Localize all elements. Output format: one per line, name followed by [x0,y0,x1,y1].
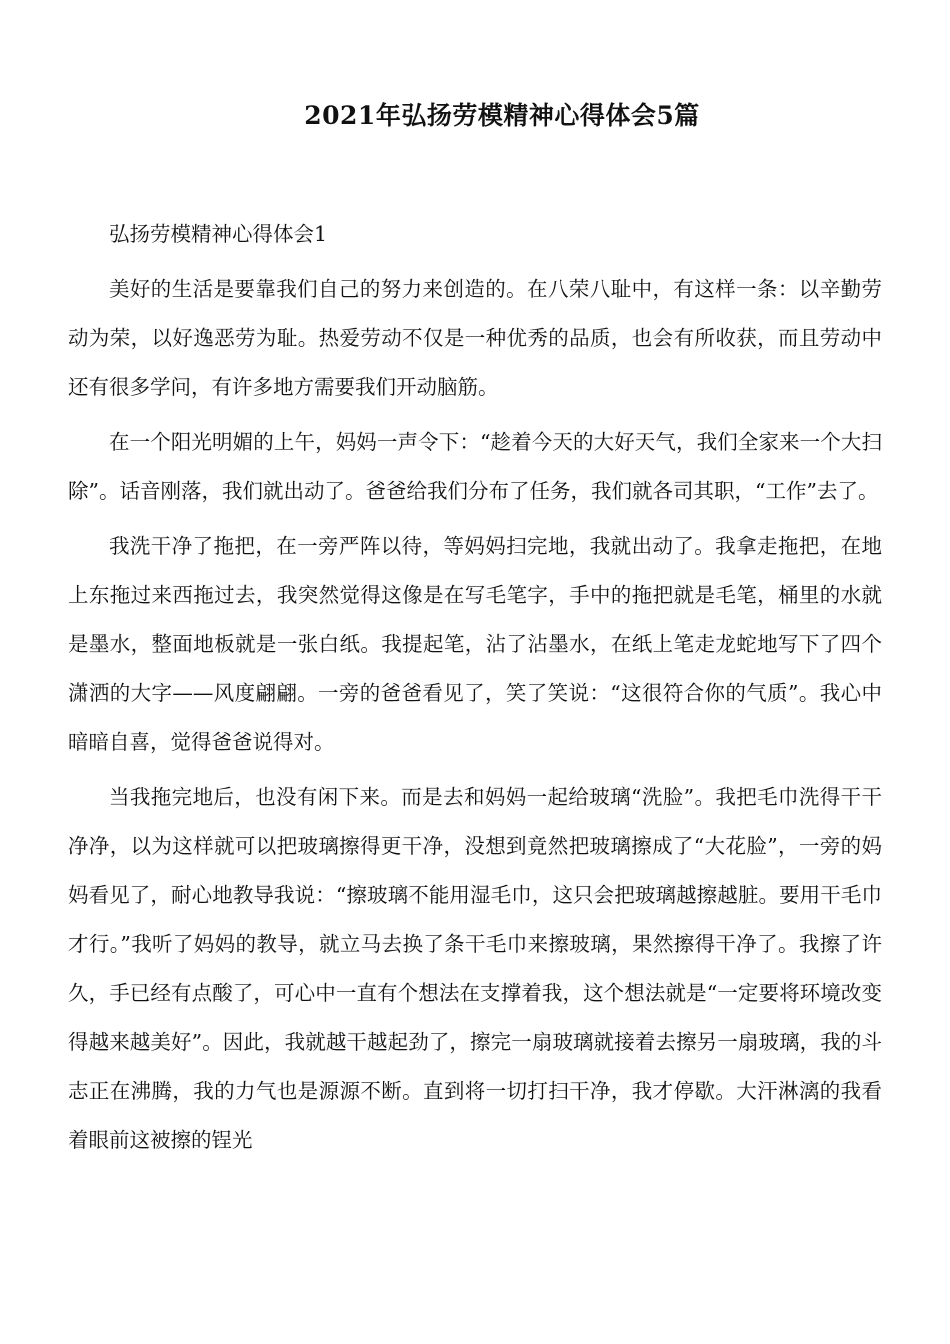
paragraph-1: 美好的生活是要靠我们自己的努力来创造的。在八荣八耻中，有这样一条：以辛勤劳动为荣，以好逸恶劳为耻。热爱劳动不仅是一种优秀的品质，也会有所收获，而且劳动中还有很多学问，有许多地方需要我们开动脑筋。 [68,277,882,399]
paragraph-4: 当我拖完地后，也没有闲下来。而是去和妈妈一起给玻璃“洗脸”。我把毛巾洗得干干净净，以为这样就可以把玻璃擦得更干净，没想到竟然把玻璃擦成了“大花脸”，一旁的妈妈看见了，耐心地教导我说：“擦玻璃不能用湿毛巾，这只会把玻璃越擦越脏。要用干毛巾才行。”我听了妈妈的教导，就立马去换了条干毛巾来擦玻璃，果然擦得干净了。我擦了许久，手已经有点酸了，可心中一直有个想法在支撑着我，这个想法就是“一定要将环境改变得越来越美好”。因此，我就越干越起劲了，擦完一扇玻璃就接着去擦另一扇玻璃，我的斗志正在沸腾，我的力气也是源源不断。直到将一切打扫干净，我才停歇。大汗淋漓的我看着眼前这被擦的锃光 [68,785,882,1152]
section-heading: 弘扬劳模精神心得体会1 [109,222,328,246]
document-title: 2021年弘扬劳模精神心得体会5篇 [304,101,700,130]
paragraph-3: 我洗干净了拖把，在一旁严阵以待，等妈妈扫完地，我就出动了。我拿走拖把，在地上东拖过来西拖过去，我突然觉得这像是在写毛笔字，手中的拖把就是毛笔，桶里的水就是墨水，整面地板就是一张白纸。我提起笔，沾了沾墨水，在纸上笔走龙蛇地写下了四个潇洒的大字——风度翩翩。一旁的爸爸看见了，笑了笑说：“这很符合你的气质”。我心中暗暗自喜，觉得爸爸说得对。 [68,534,882,754]
paragraph-2: 在一个阳光明媚的上午，妈妈一声令下：“趁着今天的大好天气，我们全家来一个大扫除”。话音刚落，我们就出动了。爸爸给我们分布了任务，我们就各司其职，“工作”去了。 [68,430,882,503]
document-body [68,210,882,1171]
